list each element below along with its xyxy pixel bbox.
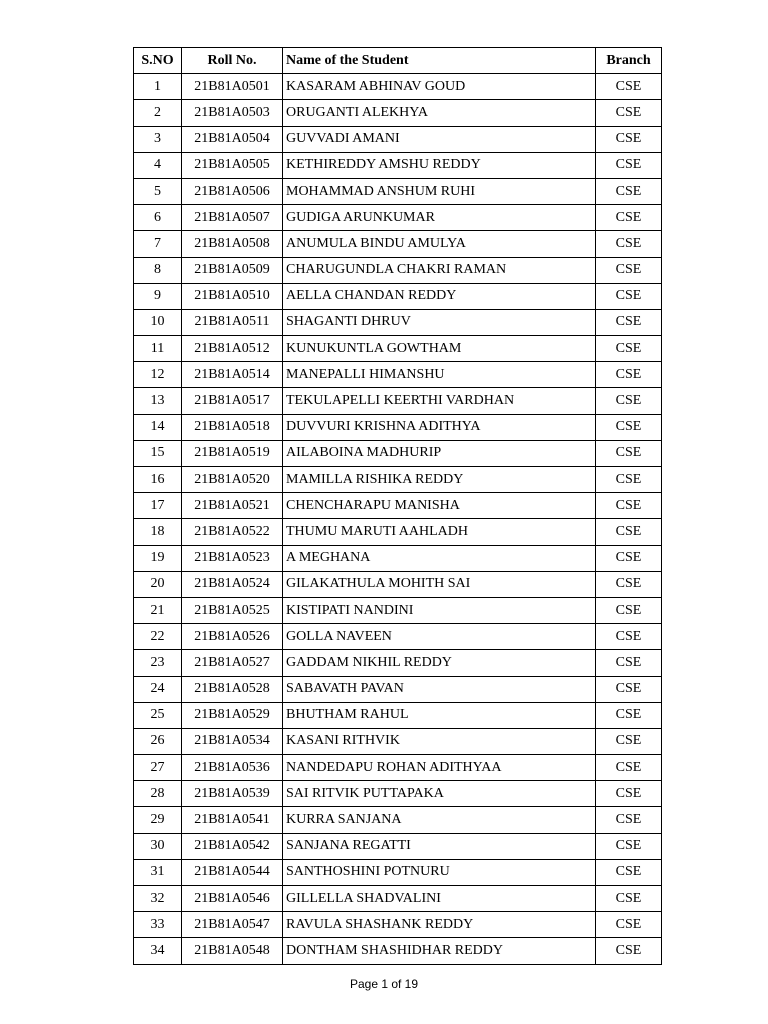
cell-roll-no: 21B81A0517 (182, 388, 283, 414)
cell-sno: 12 (134, 362, 182, 388)
cell-student-name: KASANI RITHVIK (283, 728, 596, 754)
cell-sno: 5 (134, 178, 182, 204)
cell-branch: CSE (596, 624, 662, 650)
cell-student-name: DUVVURI KRISHNA ADITHYA (283, 414, 596, 440)
table-row (134, 571, 662, 597)
page-number: Page 1 of 19 (349, 977, 419, 991)
cell-student-name: AILABOINA MADHURIP (283, 440, 596, 466)
table-row (134, 362, 662, 388)
cell-sno: 32 (134, 886, 182, 912)
table-row (134, 257, 662, 283)
table-row (134, 152, 662, 178)
cell-roll-no: 21B81A0503 (182, 100, 283, 126)
table-row (134, 912, 662, 938)
table-row (134, 126, 662, 152)
cell-sno: 9 (134, 283, 182, 309)
cell-roll-no: 21B81A0523 (182, 545, 283, 571)
cell-student-name: SANTHOSHINI POTNURU (283, 859, 596, 885)
cell-sno: 18 (134, 519, 182, 545)
cell-branch: CSE (596, 807, 662, 833)
table-row (134, 938, 662, 964)
cell-roll-no: 21B81A0504 (182, 126, 283, 152)
table-row (134, 440, 662, 466)
cell-student-name: RAVULA SHASHANK REDDY (283, 912, 596, 938)
cell-student-name: GADDAM NIKHIL REDDY (283, 650, 596, 676)
cell-sno: 24 (134, 676, 182, 702)
table-row (134, 650, 662, 676)
cell-sno: 1 (134, 74, 182, 100)
cell-student-name: TEKULAPELLI KEERTHI VARDHAN (283, 388, 596, 414)
cell-branch: CSE (596, 178, 662, 204)
cell-roll-no: 21B81A0505 (182, 152, 283, 178)
cell-roll-no: 21B81A0508 (182, 231, 283, 257)
cell-student-name: KUNUKUNTLA GOWTHAM (283, 336, 596, 362)
cell-branch: CSE (596, 388, 662, 414)
table-row (134, 467, 662, 493)
cell-sno: 7 (134, 231, 182, 257)
cell-branch: CSE (596, 938, 662, 964)
table-row (134, 728, 662, 754)
cell-roll-no: 21B81A0542 (182, 833, 283, 859)
table-row (134, 336, 662, 362)
cell-roll-no: 21B81A0514 (182, 362, 283, 388)
cell-sno: 29 (134, 807, 182, 833)
cell-branch: CSE (596, 781, 662, 807)
student-list-table (133, 47, 662, 965)
cell-student-name: ANUMULA BINDU AMULYA (283, 231, 596, 257)
cell-roll-no: 21B81A0506 (182, 178, 283, 204)
cell-sno: 8 (134, 257, 182, 283)
cell-student-name: NANDEDAPU ROHAN ADITHYAA (283, 755, 596, 781)
cell-branch: CSE (596, 545, 662, 571)
cell-student-name: BHUTHAM RAHUL (283, 702, 596, 728)
header-roll-no: Roll No. (182, 48, 283, 74)
table-row (134, 624, 662, 650)
cell-roll-no: 21B81A0509 (182, 257, 283, 283)
cell-branch: CSE (596, 231, 662, 257)
cell-roll-no: 21B81A0507 (182, 205, 283, 231)
cell-branch: CSE (596, 336, 662, 362)
cell-student-name: DONTHAM SHASHIDHAR REDDY (283, 938, 596, 964)
table-row (134, 545, 662, 571)
table-row (134, 493, 662, 519)
cell-branch: CSE (596, 205, 662, 231)
cell-branch: CSE (596, 702, 662, 728)
cell-sno: 10 (134, 309, 182, 335)
cell-student-name: MOHAMMAD ANSHUM RUHI (283, 178, 596, 204)
table-row (134, 100, 662, 126)
cell-student-name: THUMU MARUTI AAHLADH (283, 519, 596, 545)
cell-student-name: GILAKATHULA MOHITH SAI (283, 571, 596, 597)
cell-branch: CSE (596, 886, 662, 912)
cell-student-name: SHAGANTI DHRUV (283, 309, 596, 335)
cell-sno: 2 (134, 100, 182, 126)
cell-roll-no: 21B81A0536 (182, 755, 283, 781)
cell-roll-no: 21B81A0548 (182, 938, 283, 964)
cell-roll-no: 21B81A0512 (182, 336, 283, 362)
cell-roll-no: 21B81A0541 (182, 807, 283, 833)
cell-roll-no: 21B81A0526 (182, 624, 283, 650)
cell-student-name: GILLELLA SHADVALINI (283, 886, 596, 912)
cell-branch: CSE (596, 519, 662, 545)
cell-roll-no: 21B81A0527 (182, 650, 283, 676)
cell-roll-no: 21B81A0546 (182, 886, 283, 912)
cell-branch: CSE (596, 100, 662, 126)
cell-sno: 21 (134, 597, 182, 623)
cell-student-name: GUVVADI AMANI (283, 126, 596, 152)
cell-branch: CSE (596, 859, 662, 885)
cell-sno: 4 (134, 152, 182, 178)
cell-sno: 11 (134, 336, 182, 362)
cell-roll-no: 21B81A0520 (182, 467, 283, 493)
cell-student-name: CHENCHARAPU MANISHA (283, 493, 596, 519)
cell-branch: CSE (596, 755, 662, 781)
cell-branch: CSE (596, 728, 662, 754)
header-branch: Branch (596, 48, 662, 74)
cell-sno: 31 (134, 859, 182, 885)
table-row (134, 178, 662, 204)
cell-student-name: KASARAM ABHINAV GOUD (283, 74, 596, 100)
cell-sno: 34 (134, 938, 182, 964)
cell-student-name: GUDIGA ARUNKUMAR (283, 205, 596, 231)
cell-student-name: SAI RITVIK PUTTAPAKA (283, 781, 596, 807)
cell-roll-no: 21B81A0525 (182, 597, 283, 623)
cell-roll-no: 21B81A0511 (182, 309, 283, 335)
cell-sno: 14 (134, 414, 182, 440)
table-row (134, 231, 662, 257)
table-row (134, 781, 662, 807)
cell-sno: 19 (134, 545, 182, 571)
cell-branch: CSE (596, 493, 662, 519)
table-row (134, 676, 662, 702)
table-row (134, 74, 662, 100)
table-row (134, 414, 662, 440)
cell-roll-no: 21B81A0519 (182, 440, 283, 466)
cell-roll-no: 21B81A0521 (182, 493, 283, 519)
table-row (134, 388, 662, 414)
cell-student-name: KISTIPATI NANDINI (283, 597, 596, 623)
cell-sno: 13 (134, 388, 182, 414)
cell-roll-no: 21B81A0528 (182, 676, 283, 702)
cell-branch: CSE (596, 833, 662, 859)
table-header-row (134, 48, 662, 74)
header-student-name: Name of the Student (283, 48, 596, 74)
cell-roll-no: 21B81A0501 (182, 74, 283, 100)
cell-sno: 33 (134, 912, 182, 938)
cell-branch: CSE (596, 309, 662, 335)
cell-student-name: CHARUGUNDLA CHAKRI RAMAN (283, 257, 596, 283)
cell-branch: CSE (596, 676, 662, 702)
cell-branch: CSE (596, 126, 662, 152)
cell-branch: CSE (596, 912, 662, 938)
header-sno: S.NO (134, 48, 182, 74)
cell-sno: 28 (134, 781, 182, 807)
table-row (134, 597, 662, 623)
cell-student-name: MAMILLA RISHIKA REDDY (283, 467, 596, 493)
cell-student-name: KURRA SANJANA (283, 807, 596, 833)
cell-branch: CSE (596, 597, 662, 623)
cell-student-name: ORUGANTI ALEKHYA (283, 100, 596, 126)
cell-roll-no: 21B81A0522 (182, 519, 283, 545)
cell-sno: 20 (134, 571, 182, 597)
cell-roll-no: 21B81A0518 (182, 414, 283, 440)
cell-sno: 17 (134, 493, 182, 519)
table-row (134, 859, 662, 885)
cell-sno: 25 (134, 702, 182, 728)
cell-branch: CSE (596, 414, 662, 440)
cell-roll-no: 21B81A0539 (182, 781, 283, 807)
table-row (134, 283, 662, 309)
cell-branch: CSE (596, 650, 662, 676)
cell-sno: 26 (134, 728, 182, 754)
cell-branch: CSE (596, 283, 662, 309)
table-row (134, 886, 662, 912)
cell-sno: 22 (134, 624, 182, 650)
cell-sno: 27 (134, 755, 182, 781)
table-row (134, 755, 662, 781)
cell-roll-no: 21B81A0510 (182, 283, 283, 309)
cell-branch: CSE (596, 440, 662, 466)
cell-branch: CSE (596, 467, 662, 493)
cell-branch: CSE (596, 362, 662, 388)
cell-student-name: SABAVATH PAVAN (283, 676, 596, 702)
cell-roll-no: 21B81A0529 (182, 702, 283, 728)
table-row (134, 807, 662, 833)
cell-student-name: KETHIREDDY AMSHU REDDY (283, 152, 596, 178)
cell-student-name: MANEPALLI HIMANSHU (283, 362, 596, 388)
table-row (134, 309, 662, 335)
table-row (134, 702, 662, 728)
cell-student-name: AELLA CHANDAN REDDY (283, 283, 596, 309)
cell-student-name: GOLLA NAVEEN (283, 624, 596, 650)
table-row (134, 833, 662, 859)
cell-roll-no: 21B81A0534 (182, 728, 283, 754)
cell-roll-no: 21B81A0544 (182, 859, 283, 885)
cell-branch: CSE (596, 74, 662, 100)
table-body (134, 74, 662, 964)
cell-sno: 3 (134, 126, 182, 152)
cell-student-name: SANJANA REGATTI (283, 833, 596, 859)
cell-sno: 16 (134, 467, 182, 493)
cell-student-name: A MEGHANA (283, 545, 596, 571)
cell-roll-no: 21B81A0524 (182, 571, 283, 597)
cell-sno: 30 (134, 833, 182, 859)
cell-sno: 6 (134, 205, 182, 231)
cell-sno: 23 (134, 650, 182, 676)
cell-branch: CSE (596, 257, 662, 283)
table-row (134, 205, 662, 231)
cell-sno: 15 (134, 440, 182, 466)
table-row (134, 519, 662, 545)
cell-roll-no: 21B81A0547 (182, 912, 283, 938)
cell-branch: CSE (596, 571, 662, 597)
cell-branch: CSE (596, 152, 662, 178)
